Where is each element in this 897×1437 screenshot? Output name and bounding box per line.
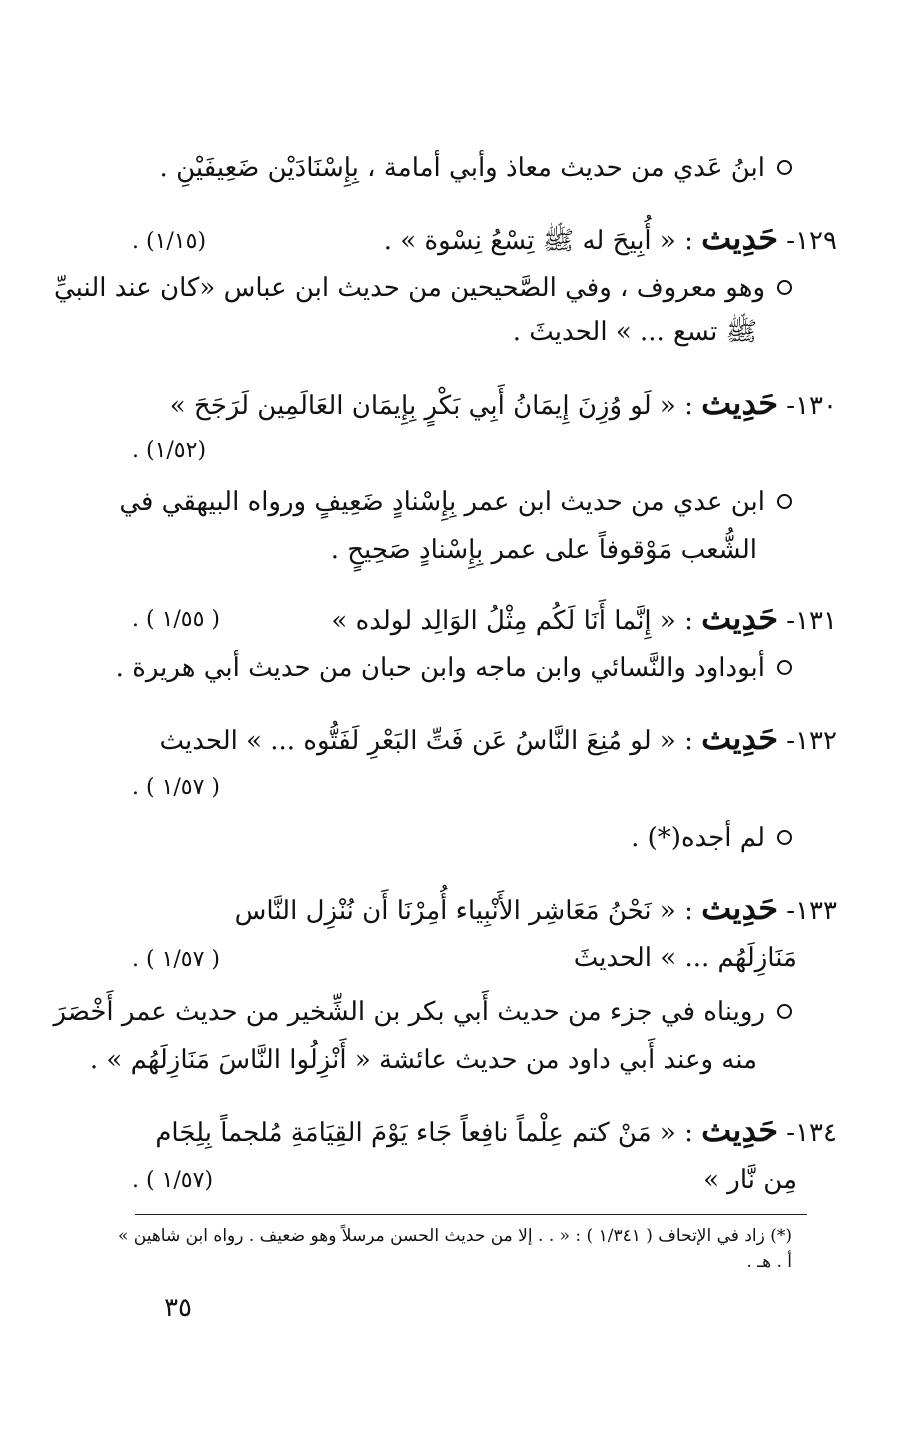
note-130-1: ابن عدي من حديث ابن عمر بِإِسْنادٍ ضَعِيفٍ ورواه البيهقي في (119, 482, 792, 522)
ref-129: (١/١٥) . (132, 229, 207, 254)
note-129-2: ﷺ تسع ... » الحديثَ . (512, 317, 757, 347)
bullet-icon (777, 830, 792, 845)
entry-130: ١٣٠- حَدِيث : « لَو وُزِنَ إِيمَانُ أَبِي بَكْرٍ بِإِيمَان العَالَمِين لَرَجَحَ » (169, 384, 837, 422)
entry-131: ١٣١- حَدِيث : « إِنَّما أَنَا لَكُم مِثْلُ الوَالِد لولده » (331, 599, 837, 637)
ref-131: ( ١/٥٥ ) . (132, 607, 221, 632)
ref-134: (١/٥٧ ) . (132, 1168, 214, 1193)
bullet-icon (777, 280, 792, 295)
bullet-icon (777, 1004, 792, 1019)
entry-134-cont: مِن نَّار » (703, 1165, 797, 1195)
page-number: ٣٥ (164, 1293, 192, 1323)
note-133-1: رويناه في جزء من حديث أَبي بكر بن الشِّخير من حديث عمر أَخْصَرَ (53, 992, 792, 1032)
entry-134: ١٣٤- حَدِيث : « مَنْ كتم عِلْماً نافِعاً جَاء يَوْمَ القِيَامَةِ مُلجماً بِلِجَام (155, 1111, 837, 1149)
note-133-2: منه وعند أَبي داود من حديث عائشة « أَنْزِلُوا النَّاسَ مَنَازِلَهُم » . (89, 1045, 757, 1075)
ref-132: ( ١/٥٧ ) . (132, 775, 221, 800)
footnote-rule (135, 1214, 807, 1215)
bullet-icon (777, 160, 792, 175)
entry-133: ١٣٣- حَدِيث : « نَحْنُ مَعَاشِر الأَنْبِياء أُمِرْنَا أَن نُنْزِل النَّاس (234, 889, 837, 927)
note-128: ابنُ عَدي من حديث معاذ وأبي أمامة ، بِإِسْنَادَيْن ضَعِيفَيْنِ . (160, 148, 792, 188)
entry-132: ١٣٢- حَدِيث : « لو مُنِعَ النَّاسُ عَن فَتِّ البَعْرِ لَفَتُّوه ... » الحديث (159, 719, 837, 757)
ref-130: (١/٥٢) . (132, 438, 207, 463)
note-132: لم أجده(*) . (631, 818, 792, 858)
ref-133: ( ١/٥٧ ) . (132, 947, 221, 972)
note-129-1: وهو معروف ، وفي الصَّحيحين من حديث ابن عباس «كان عند النبيِّ (54, 268, 792, 308)
entry-129: ١٢٩- حَدِيث : « أُبِيحَ له ﷺ تِسْعُ نِسْوة » . (383, 219, 837, 257)
entry-133-cont: مَنَازِلَهُم ... » الحديثَ (573, 943, 797, 973)
footnote-line-1: (*) زاد في الإتحاف ( ١/٣٤١ ) : « . . إلا من حديث الحسن مرسلاً وهو ضعيف . رواه ابن شاهين » (117, 1226, 792, 1246)
footnote-line-2: أ . هـ . (746, 1252, 792, 1272)
note-130-2: الشُّعب مَوْقوفاً على عمر بِإِسْنادٍ صَحِيحٍ . (330, 535, 757, 565)
note-131: أبوداود والنَّسائي وابن ماجه وابن حبان من حديث أبي هريرة . (116, 648, 792, 688)
bullet-icon (777, 660, 792, 675)
bullet-icon (777, 494, 792, 509)
